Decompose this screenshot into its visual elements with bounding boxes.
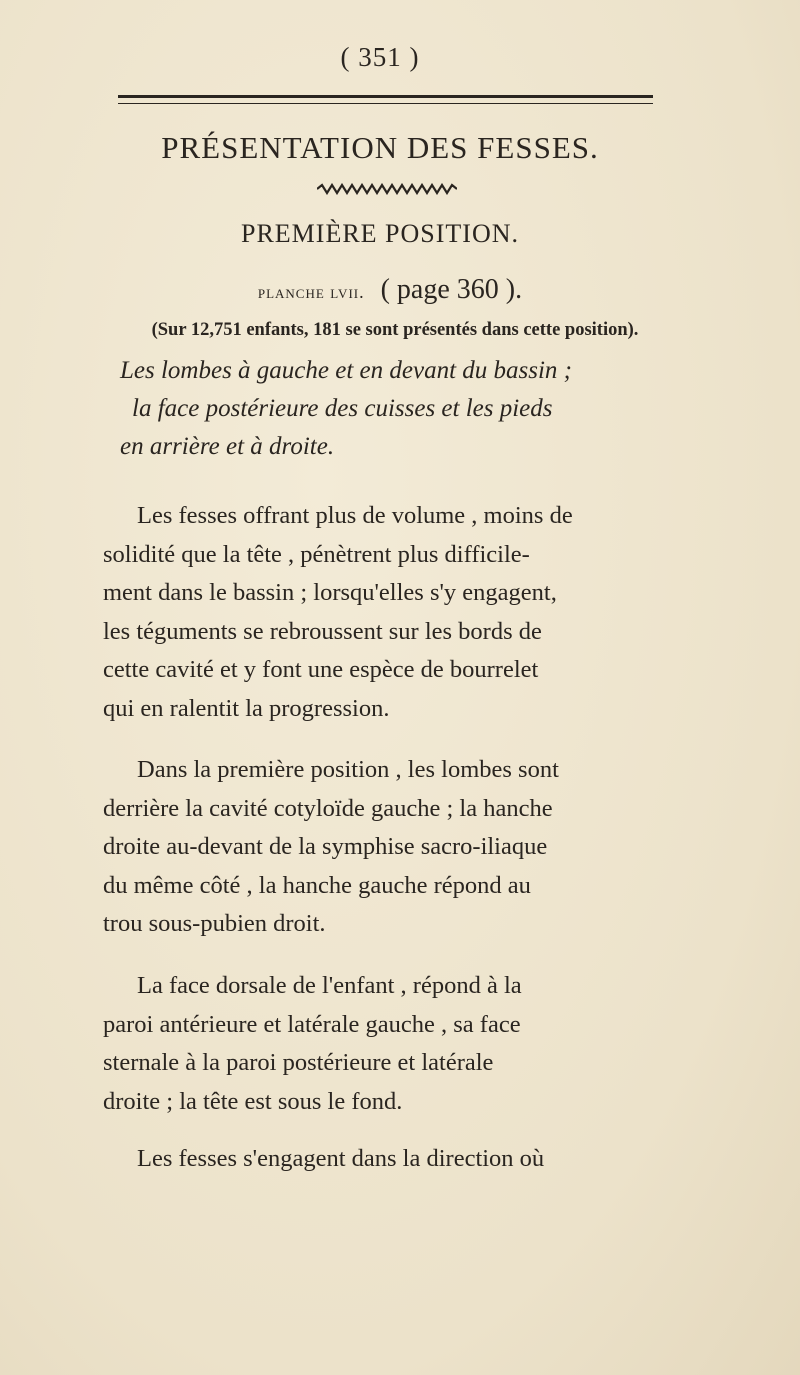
- text-line: paroi antérieure et latérale gauche , sa face: [103, 1010, 521, 1038]
- chapter-title: PRÉSENTATION DES FESSES.: [161, 130, 599, 165]
- text-line: La face dorsale de l'enfant , répond à la: [137, 972, 522, 999]
- text-line: qui en ralentit la progression.: [103, 694, 390, 722]
- text-line: cette cavité et y font une espèce de bourrelet: [103, 656, 539, 683]
- page-number: ( 351 ): [340, 42, 420, 72]
- position-summary: [120, 352, 680, 466]
- text-line: droite au-devant de la symphise sacro-iliaque: [103, 833, 548, 860]
- text-line: droite ; la tête est sous le fond.: [103, 1087, 403, 1115]
- ornament-divider: [317, 183, 457, 195]
- text-line: derrière la cavité cotyloïde gauche ; la hanche: [103, 794, 553, 822]
- text-line: Les fesses offrant plus de volume , moins de: [137, 502, 573, 529]
- text-line: sternale à la paroi postérieure et latérale: [103, 1049, 494, 1076]
- plate-reference: [0, 274, 780, 306]
- text-line: du même côté , la hanche gauche répond au: [103, 871, 531, 899]
- text-line: solidité que la tête , pénètrent plus difficile-: [103, 540, 530, 568]
- summary-line: Les lombes à gauche et en devant du bassin ;: [120, 357, 573, 384]
- header-rule: [118, 95, 653, 104]
- paragraph: [103, 751, 673, 944]
- paragraph: [103, 967, 673, 1121]
- paragraph: [103, 1140, 673, 1179]
- plate-label: planche lvii.: [257, 282, 365, 302]
- summary-line: en arrière et à droite.: [120, 433, 335, 460]
- section-title: PREMIÈRE POSITION.: [240, 219, 519, 248]
- text-line: Dans la première position , les lombes sont: [137, 756, 559, 783]
- text-line: les téguments se rebroussent sur les bords de: [103, 617, 542, 645]
- text-line: Les fesses s'engagent dans la direction où: [137, 1145, 545, 1172]
- summary-line: la face postérieure des cuisses et les pieds: [132, 395, 553, 422]
- text-line: ment dans le bassin ; lorsqu'elles s'y engagent,: [103, 579, 557, 606]
- statistics-note: (Sur 12,751 enfants, 181 se sont présentés dans cette position).: [151, 320, 639, 340]
- paragraph: [103, 497, 673, 728]
- text-line: trou sous-pubien droit.: [103, 910, 326, 937]
- page-reference: ( page 360 ).: [380, 274, 523, 305]
